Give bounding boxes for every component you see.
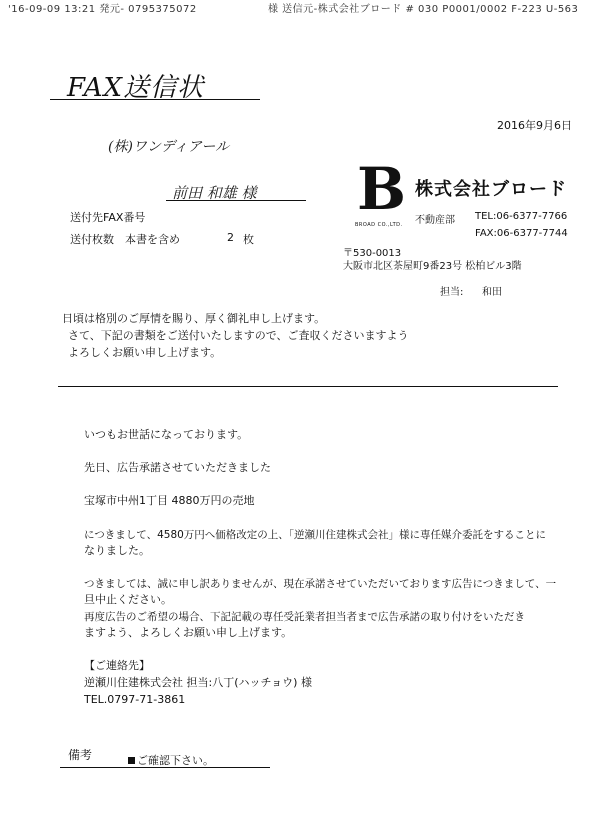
greeting-line-1: 日頃は格別のご厚情を賜り、厚く御礼申し上げます。 bbox=[62, 312, 326, 325]
message-p4-line-1: につきまして、4580万円へ価格改定の上、「逆瀬川住建株式会社」様に専任媒介委託をすることに bbox=[84, 529, 547, 541]
sender-company: 株式会社ブロード bbox=[415, 179, 567, 200]
document-date: 2016年9月6日 bbox=[497, 119, 572, 132]
pages-value: 2 bbox=[227, 231, 234, 244]
message-p3: 宝塚市中州1丁目 4880万円の売地 bbox=[84, 494, 255, 507]
recipient-person: 前田 和雄 様 bbox=[172, 184, 257, 202]
message-p2: 先日、広告承諾させていただきました bbox=[84, 461, 271, 474]
message-p4-line-2: なりました。 bbox=[84, 544, 150, 557]
staff-label: 担当: bbox=[440, 287, 464, 298]
pages-label: 送付枚数 bbox=[70, 233, 114, 246]
message-p5-line-2: 旦中止ください。 bbox=[84, 593, 172, 606]
notes-text: ご確認下さい。 bbox=[137, 754, 214, 767]
fax-number-label: 送付先FAX番号 bbox=[70, 211, 146, 224]
contact-tel: TEL.0797-71-3861 bbox=[84, 693, 186, 706]
sender-tel: TEL:06-6377-7766 bbox=[475, 211, 568, 222]
sender-address: 大阪市北区茶屋町9番23号 松柏ビル3階 bbox=[343, 261, 522, 272]
fax-header-right: 様 送信元-株式会社ブロード # 030 P0001/0002 F-223 U-563 bbox=[268, 4, 579, 15]
staff-name: 和田 bbox=[482, 287, 502, 298]
section-divider bbox=[58, 386, 558, 387]
notes-label: 備考 bbox=[68, 748, 93, 762]
message-p5-line-4: ますよう、よろしくお願い申し上げます。 bbox=[84, 626, 293, 639]
message-p5-line-3: 再度広告のご希望の場合、下記記載の専任受託業者担当者まで広告承諾の取り付けをいただき bbox=[84, 611, 525, 623]
document-title: FAX送信状 bbox=[67, 73, 205, 103]
fax-header-left: '16-09-09 13:21 発元- 0795375072 bbox=[8, 4, 197, 15]
pages-unit: 枚 bbox=[243, 233, 254, 246]
greeting-line-3: よろしくお願い申し上げます。 bbox=[68, 346, 222, 359]
notes-text-row bbox=[128, 752, 214, 768]
company-logo bbox=[349, 155, 409, 230]
logo-subtitle: BROAD CO.,LTD. bbox=[355, 222, 403, 228]
title-underline bbox=[50, 99, 260, 100]
pages-including: 本書を含め bbox=[125, 233, 180, 246]
sender-postal: 〒530-0013 bbox=[343, 248, 402, 259]
message-p5-line-1: つきましては、誠に申し訳ありませんが、現在承諾させていただいております広告につきまして、一 bbox=[84, 578, 557, 590]
contact-heading: 【ご連絡先】 bbox=[84, 659, 150, 672]
message-p1: いつもお世話になっております。 bbox=[84, 428, 249, 441]
greeting-line-2: さて、下記の書類をご送付いたしますので、ご査収くださいますよう bbox=[68, 329, 409, 342]
recipient-company: (株)ワンディアール bbox=[108, 139, 230, 155]
square-bullet-icon bbox=[128, 757, 135, 764]
contact-company: 逆瀬川住建株式会社 担当:八丁(ハッチョウ) 様 bbox=[84, 676, 312, 689]
logo-letter: B bbox=[357, 155, 407, 223]
recipient-underline bbox=[166, 200, 306, 201]
sender-dept: 不動産部 bbox=[415, 215, 455, 226]
sender-fax: FAX:06-6377-7744 bbox=[475, 228, 568, 239]
